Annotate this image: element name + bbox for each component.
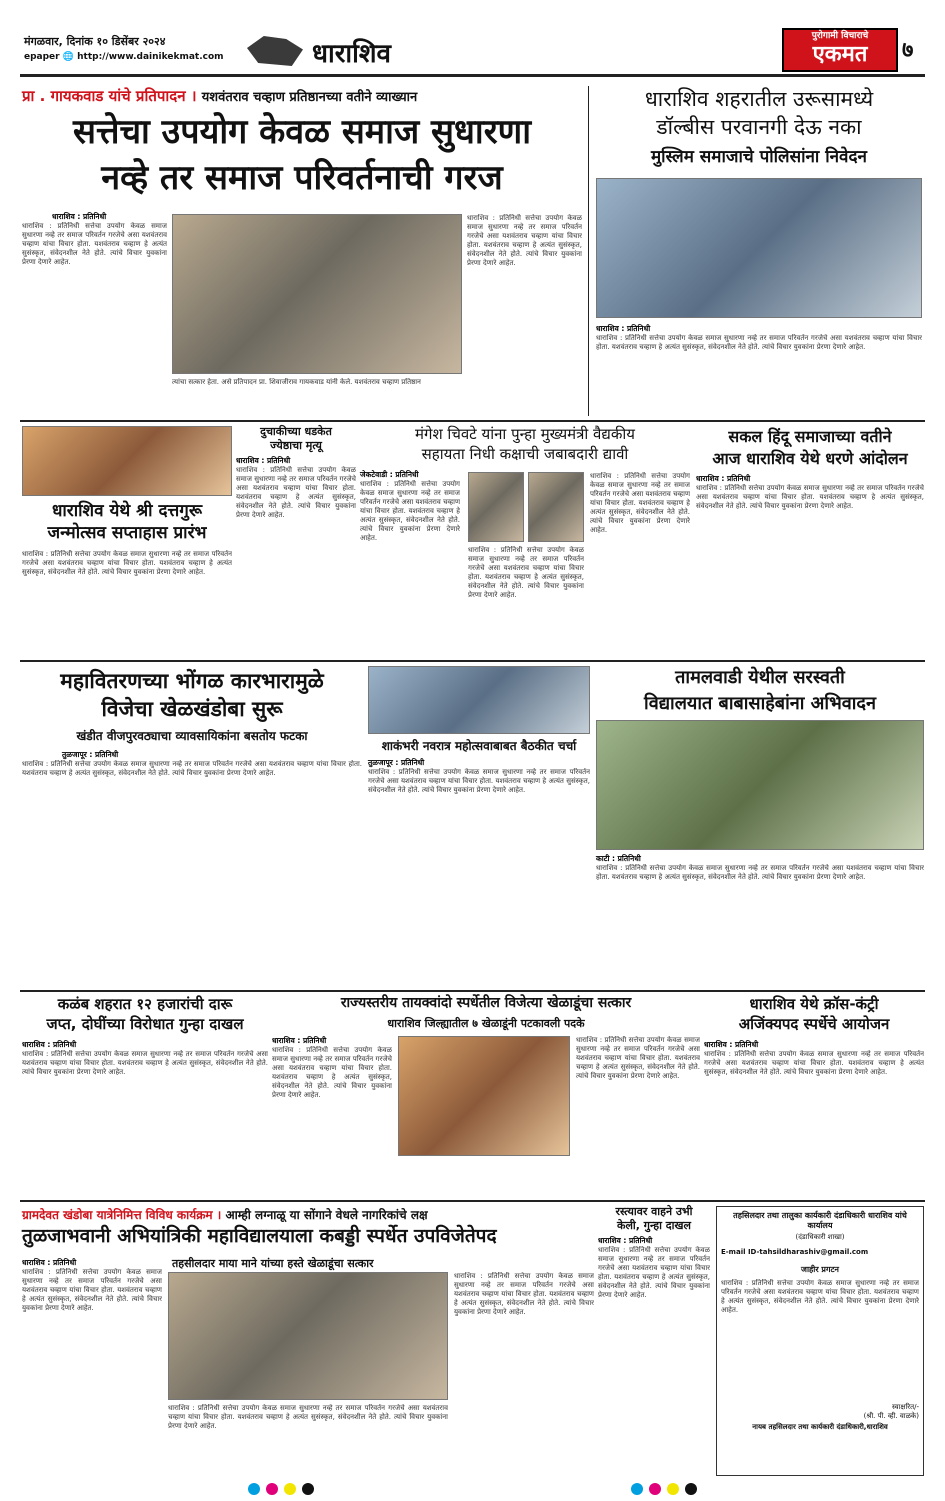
subhead: आम्ही लग्नाळू या सोंगाने वेधले नागरिकांचे लक्ष (225, 1208, 428, 1222)
notice-title: तहसिलदार तथा तालुका कार्यकारी दंडाधिकारी धाराशिव यांचे कार्यालय (733, 1211, 907, 1230)
byline: काटी : प्रतिनिधी (596, 854, 641, 863)
headline-line1: सत्तेचा उपयोग केवळ समाज सुधारणा (72, 112, 532, 152)
section-title: धाराशिव (312, 39, 391, 69)
notice-sign-2: (श्री. पी. व्ही. वाळके) (863, 1412, 919, 1420)
portrait-photo-1 (468, 472, 524, 542)
event-photo (172, 214, 462, 374)
notice-sign-3: नायब तहसिलदार तथा कार्यकारी दंडाधिकारी,धाराशिव (752, 1423, 888, 1431)
article-tamalwadi (596, 666, 924, 986)
article-cross-country (704, 996, 924, 1196)
kicker: प्रा . गायकवाड यांचे प्रतिपादन (22, 87, 186, 105)
subhead-2: तहसीलदार माया माने यांच्या हस्ते खेळाडूंचा सत्कार (172, 1257, 374, 1270)
article-text-col2: धाराशिव : प्रतिनिधी सत्तेचा उपयोग केवळ समाज सुधारणा नव्हे तर समाज परिवर्तन गरजेचे असा यशवंतराव चव्हाण यांचा विचार होता. यशवंतराव चव्हाण हे अत्यंत सुसंस्कृत, संवेदनशील नेते होते. त्यांचे विचार युवकांना प्रेरणा देणारे आहेत. (467, 214, 582, 267)
headline-line2: केली, गुन्हा दाखल (617, 1219, 691, 1232)
byline: धाराशिव : प्रतिनिधी (22, 1258, 77, 1267)
headline-line1: कळंब शहरात १२ हजारांची दारू (57, 995, 233, 1013)
article-mahavitaran (22, 666, 362, 986)
byline: तुळजापूर : प्रतिनिधी (368, 758, 425, 767)
article-text: धाराशिव : प्रतिनिधी सत्तेचा उपयोग केवळ समाज सुधारणा नव्हे तर समाज परिवर्तन गरजेचे असा यशवंतराव चव्हाण यांचा विचार होता. यशवंतराव चव्हाण हे अत्यंत सुसंस्कृत, संवेदनशील नेते होते. त्यांचे विचार युवकांना प्रेरणा देणारे आहेत. (596, 334, 922, 351)
headline-line2: जप्त, दोघींच्या विरोधात गुन्हा दाखल (46, 1015, 244, 1033)
paper-logo: पुरोगामी विचाराचे एकमत (782, 28, 898, 72)
article-text-col2: धाराशिव : प्रतिनिधी सत्तेचा उपयोग केवळ समाज सुधारणा नव्हे तर समाज परिवर्तन गरजेचे असा यशवंतराव चव्हाण यांचा विचार होता. यशवंतराव चव्हाण हे अत्यंत सुसंस्कृत, संवेदनशील नेते होते. त्यांचे विचार युवकांना प्रेरणा देणारे आहेत. (576, 1036, 700, 1080)
notice-text: धाराशिव : प्रतिनिधी सत्तेचा उपयोग केवळ समाज सुधारणा नव्हे तर समाज परिवर्तन गरजेचे असा यशवंतराव चव्हाण यांचा विचार होता. यशवंतराव चव्हाण हे अत्यंत सुसंस्कृत, संवेदनशील नेते होते. त्यांचे विचार युवकांना प्रेरणा देणारे आहेत. (721, 1279, 919, 1314)
headline-line2: डॉल्बीस परवानगी देऊ नका (656, 115, 862, 139)
notice-email: E-mail ID-tahsildharashiv@gmail.com (721, 1248, 869, 1256)
article-text: धाराशिव : प्रतिनिधी सत्तेचा उपयोग केवळ समाज सुधारणा नव्हे तर समाज परिवर्तन गरजेचे असा यशवंतराव चव्हाण यांचा विचार होता. यशवंतराव चव्हाण हे अत्यंत सुसंस्कृत, संवेदनशील नेते होते. त्यांचे विचार युवकांना प्रेरणा देणारे आहेत. (22, 760, 362, 777)
article-dharne (696, 426, 924, 656)
epaper-url[interactable]: http://www.dainikekmat.com (77, 52, 224, 62)
team-photo (168, 1272, 448, 1400)
headline-line2: ज्येष्ठाचा मृत्यू (270, 439, 322, 452)
article-text: धाराशिव : प्रतिनिधी सत्तेचा उपयोग केवळ समाज सुधारणा नव्हे तर समाज परिवर्तन गरजेचे असा यशवंतराव चव्हाण यांचा विचार होता. यशवंतराव चव्हाण हे अत्यंत सुसंस्कृत, संवेदनशील नेते होते. त्यांचे विचार युवकांना प्रेरणा देणारे आहेत. (22, 550, 232, 576)
byline: तुळजापूर : प्रतिनिधी (62, 750, 119, 759)
headline-line1: मंगेश चिवटे यांना पुन्हा मुख्यमंत्री वैद्यकीय (415, 425, 635, 443)
headline-line1: धाराशिव येथे क्रॉस-कंट्री (749, 995, 879, 1013)
portrait-photo-2 (528, 472, 584, 542)
masthead-date: मंगळवार, दिनांक १० डिसेंबर २०२४ (24, 35, 166, 48)
headline-line1: रस्त्यावर वाहने उभी (615, 1205, 693, 1218)
byline: धाराशिव : प्रतिनिधी (704, 1040, 759, 1049)
article-dattaguru (22, 426, 232, 656)
article-taekwondo (272, 996, 700, 1196)
headline-line2: अजिंक्यपद स्पर्धेचे आयोजन (738, 1015, 890, 1033)
event-photo (22, 426, 232, 496)
headline-line1: सकल हिंदू समाजाच्या वतीने (728, 427, 892, 446)
byline: धाराशिव : प्रतिनिधी (696, 474, 751, 483)
headline-line1: तामलवाडी येथील सरस्वती (675, 667, 845, 688)
article-text: धाराशिव : प्रतिनिधी सत्तेचा उपयोग केवळ समाज सुधारणा नव्हे तर समाज परिवर्तन गरजेचे असा यशवंतराव चव्हाण यांचा विचार होता. यशवंतराव चव्हाण हे अत्यंत सुसंस्कृत, संवेदनशील नेते होते. त्यांचे विचार युवकांना प्रेरणा देणारे आहेत. (598, 1246, 710, 1299)
headline-line2: आज धाराशिव येथे धरणे आंदोलन (712, 449, 908, 468)
article-accident (236, 426, 356, 656)
article-text-col3: धाराशिव : प्रतिनिधी सत्तेचा उपयोग केवळ समाज सुधारणा नव्हे तर समाज परिवर्तन गरजेचे असा यशवंतराव चव्हाण यांचा विचार होता. यशवंतराव चव्हाण हे अत्यंत सुसंस्कृत, संवेदनशील नेते होते. त्यांचे विचार युवकांना प्रेरणा देणारे आहेत. (590, 472, 690, 534)
byline: धाराशिव : प्रतिनिधी (236, 456, 291, 465)
photo-caption: त्यांचा सत्कार हेता. असे प्रतिपादन प्रा. शिवाजीराव गायकवाड यांनी केले. यशवंतराव चव्हाण प्रतिष्ठान (172, 378, 421, 386)
epaper-label: epaper 🌐 http://www.dainikekmat.com (24, 52, 224, 62)
subhead: खंडीत वीजपुरवठ्याचा व्यावसायिकांना बसतोय फटका (76, 729, 308, 743)
article-dolby (594, 86, 924, 416)
kicker: ग्रामदेवत खंडोबा यात्रेनिमित्त विविध कार्यक्रम (22, 1208, 213, 1222)
headline-line2: नव्हे तर समाज परिवर्तनाची गरज (101, 158, 503, 198)
article-text: धाराशिव : प्रतिनिधी सत्तेचा उपयोग केवळ समाज सुधारणा नव्हे तर समाज परिवर्तन गरजेचे असा यशवंतराव चव्हाण यांचा विचार होता. यशवंतराव चव्हाण हे अत्यंत सुसंस्कृत, संवेदनशील नेते होते. त्यांचे विचार युवकांना प्रेरणा देणारे आहेत. (236, 466, 356, 519)
article-text: धाराशिव : प्रतिनिधी सत्तेचा उपयोग केवळ समाज सुधारणा नव्हे तर समाज परिवर्तन गरजेचे असा यशवंतराव चव्हाण यांचा विचार होता. यशवंतराव चव्हाण हे अत्यंत सुसंस्कृत, संवेदनशील नेते होते. त्यांचे विचार युवकांना प्रेरणा देणारे आहेत. (22, 1268, 162, 1312)
subhead: यशवंतराव चव्हाण प्रतिष्ठानच्या वतीने व्याख्यान (201, 90, 418, 105)
article-text: धाराशिव : प्रतिनिधी सत्तेचा उपयोग केवळ समाज सुधारणा नव्हे तर समाज परिवर्तन गरजेचे असा यशवंतराव चव्हाण यांचा विचार होता. यशवंतराव चव्हाण हे अत्यंत सुसंस्कृत, संवेदनशील नेते होते. त्यांचे विचार युवकांना प्रेरणा देणारे आहेत. (368, 768, 590, 794)
headline-line2: सहायता निधी कक्षाची जबाबदारी द्यावी (421, 445, 629, 463)
subhead: धाराशिव जिल्ह्यातील ७ खेळाडूंनी पटकावली पदके (387, 1017, 585, 1030)
article-text: धाराशिव : प्रतिनिधी सत्तेचा उपयोग केवळ समाज सुधारणा नव्हे तर समाज परिवर्तन गरजेचे असा यशवंतराव चव्हाण यांचा विचार होता. यशवंतराव चव्हाण हे अत्यंत सुसंस्कृत, संवेदनशील नेते होते. त्यांचे विचार युवकांना प्रेरणा देणारे आहेत. (696, 484, 924, 510)
page-number: ७ (902, 38, 914, 63)
headline-line1: महावितरणच्या भोंगळ कारभारामुळे (60, 669, 324, 693)
article-shakambhari (368, 666, 590, 986)
article-samaj-parivartan: प्रा . गायकवाड यांचे प्रतिपादन । यशवंतराव चव्हाण प्रतिष्ठानच्या वतीने व्याख्यान सत्तेचा उपयोग केवळ समाज सुधारणा नव्हे तर समाज परिवर्तनाची गरज धाराशिव : प्रतिनिधी धाराशिव : प्रतिनिधी सत्तेचा उपयोग केवळ समाज सुधारणा नव्हे तर समाज परिवर्तन गरजेचे असा यशवंतराव चव्हाण यांचा विचार होता. यशवंतराव चव्हाण हे अत्यंत सुसंस्कृत, संवेदनशील नेते होते. त्यांचे विचार युवकांना प्रेरणा देणारे आहेत. त्यांचा सत्कार हेता. असे प्रतिपादन प्रा. शिवाजीराव गायकवाड यांनी केले. यशवंतराव चव्हाण प्रतिष्ठान धाराशिव : प्रतिनिधी सत्तेचा उपयोग केवळ समाज सुधारणा नव्हे तर समाज परिवर्तन गरजेचे असा यशवंतराव चव्हाण यांचा विचार होता. यशवंतराव चव्हाण हे अत्यंत सुसंस्कृत, संवेदनशील नेते होते. त्यांचे विचार युवकांना प्रेरणा देणारे आहेत. (22, 86, 582, 416)
article-text-col3: धाराशिव : प्रतिनिधी सत्तेचा उपयोग केवळ समाज सुधारणा नव्हे तर समाज परिवर्तन गरजेचे असा यशवंतराव चव्हाण यांचा विचार होता. यशवंतराव चव्हाण हे अत्यंत सुसंस्कृत, संवेदनशील नेते होते. त्यांचे विचार युवकांना प्रेरणा देणारे आहेत. (454, 1272, 594, 1316)
print-registration-marks (0, 1480, 945, 1496)
byline: धाराशिव : प्रतिनिधी (272, 1036, 327, 1045)
map-logo-icon (247, 36, 303, 66)
article-text: धाराशिव : प्रतिनिधी सत्तेचा उपयोग केवळ समाज सुधारणा नव्हे तर समाज परिवर्तन गरजेचे असा यशवंतराव चव्हाण यांचा विचार होता. यशवंतराव चव्हाण हे अत्यंत सुसंस्कृत, संवेदनशील नेते होते. त्यांचे विचार युवकांना प्रेरणा देणारे आहेत. (704, 1050, 924, 1076)
headline-line2: विजेचा खेळखंडोबा सुरू (101, 697, 283, 721)
subhead: मुस्लिम समाजाचे पोलिसांना निवेदन (651, 147, 867, 167)
article-text: धाराशिव : प्रतिनिधी सत्तेचा उपयोग केवळ समाज सुधारणा नव्हे तर समाज परिवर्तन गरजेचे असा यशवंतराव चव्हाण यांचा विचार होता. यशवंतराव चव्हाण हे अत्यंत सुसंस्कृत, संवेदनशील नेते होते. त्यांचे विचार युवकांना प्रेरणा देणारे आहेत. (22, 222, 167, 266)
article-parking (598, 1206, 710, 1476)
headline-line2: जन्मोत्सव सप्ताहास प्रारंभ (47, 523, 207, 543)
article-text: धाराशिव : प्रतिनिधी सत्तेचा उपयोग केवळ समाज सुधारणा नव्हे तर समाज परिवर्तन गरजेचे असा यशवंतराव चव्हाण यांचा विचार होता. यशवंतराव चव्हाण हे अत्यंत सुसंस्कृत, संवेदनशील नेते होते. त्यांचे विचार युवकांना प्रेरणा देणारे आहेत. (272, 1046, 392, 1099)
masthead-rule (20, 74, 925, 77)
notice-sign-1: स्वाक्षरित/- (892, 1403, 919, 1411)
globe-icon: 🌐 (62, 52, 74, 62)
notice-heading: जाहीर प्रगटन (801, 1265, 839, 1274)
article-kalamb (22, 996, 268, 1196)
article-text: धाराशिव : प्रतिनिधी सत्तेचा उपयोग केवळ समाज सुधारणा नव्हे तर समाज परिवर्तन गरजेचे असा यशवंतराव चव्हाण यांचा विचार होता. यशवंतराव चव्हाण हे अत्यंत सुसंस्कृत, संवेदनशील नेते होते. त्यांचे विचार युवकांना प्रेरणा देणारे आहेत. (596, 864, 924, 881)
players-photo (398, 1036, 570, 1156)
article-text: धाराशिव : प्रतिनिधी सत्तेचा उपयोग केवळ समाज सुधारणा नव्हे तर समाज परिवर्तन गरजेचे असा यशवंतराव चव्हाण यांचा विचार होता. यशवंतराव चव्हाण हे अत्यंत सुसंस्कृत, संवेदनशील नेते होते. त्यांचे विचार युवकांना प्रेरणा देणारे आहेत. (22, 1050, 268, 1076)
meeting-photo (368, 666, 590, 734)
headline: शाकंभरी नवरात्र महोत्सवाबाबत बैठकीत चर्चा (381, 739, 577, 753)
article-text-col2: धाराशिव : प्रतिनिधी सत्तेचा उपयोग केवळ समाज सुधारणा नव्हे तर समाज परिवर्तन गरजेचे असा यशवंतराव चव्हाण यांचा विचार होता. यशवंतराव चव्हाण हे अत्यंत सुसंस्कृत, संवेदनशील नेते होते. त्यांचे विचार युवकांना प्रेरणा देणारे आहेत. (168, 1404, 448, 1430)
article-chivate (360, 426, 690, 656)
memorandum-photo (596, 178, 922, 318)
masthead (0, 0, 945, 76)
article-kabaddi: ग्रामदेवत खंडोबा यात्रेनिमित्त विविध कार्यक्रम । आम्ही लग्नाळू या सोंगाने वेधले नागरिकांचे लक्ष तुळजाभवानी अभियांत्रिकी महाविद्यालयाला कबड्डी स्पर्धेत उपविजेतेपद तहसीलदार माया माने यांच्या हस्ते खेळाडूंचा सत्कार धाराशिव : प्रतिनिधी धाराशिव : प्रतिनिधी सत्तेचा उपयोग केवळ समाज सुधारणा नव्हे तर समाज परिवर्तन गरजेचे असा यशवंतराव चव्हाण यांचा विचार होता. यशवंतराव चव्हाण हे अत्यंत सुसंस्कृत, संवेदनशील नेते होते. त्यांचे विचार युवकांना प्रेरणा देणारे आहेत. धाराशिव : प्रतिनिधी सत्तेचा उपयोग केवळ समाज सुधारणा नव्हे तर समाज परिवर्तन गरजेचे असा यशवंतराव चव्हाण यांचा विचार होता. यशवंतराव चव्हाण हे अत्यंत सुसंस्कृत, संवेदनशील नेते होते. त्यांचे विचार युवकांना प्रेरणा देणारे आहेत. धाराशिव : प्रतिनिधी सत्तेचा उपयोग केवळ समाज सुधारणा नव्हे तर समाज परिवर्तन गरजेचे असा यशवंतराव चव्हाण यांचा विचार होता. यशवंतराव चव्हाण हे अत्यंत सुसंस्कृत, संवेदनशील नेते होते. त्यांचे विचार युवकांना प्रेरणा देणारे आहेत. (22, 1206, 594, 1476)
public-notice (716, 1206, 924, 1476)
notice-sub: (दंडाधिकारी शाखा) (795, 1233, 845, 1241)
byline: धाराशिव : प्रतिनिधी (596, 324, 651, 333)
headline: राज्यस्तरीय तायक्वांदो स्पर्धेतील विजेत्या खेळाडूंचा सत्कार (340, 995, 632, 1011)
byline: धाराशिव : प्रतिनिधी (598, 1236, 653, 1245)
article-text-col2: धाराशिव : प्रतिनिधी सत्तेचा उपयोग केवळ समाज सुधारणा नव्हे तर समाज परिवर्तन गरजेचे असा यशवंतराव चव्हाण यांचा विचार होता. यशवंतराव चव्हाण हे अत्यंत सुसंस्कृत, संवेदनशील नेते होते. त्यांचे विचार युवकांना प्रेरणा देणारे आहेत. (468, 546, 584, 599)
headline-line1: दुचाकीच्या धडकेत (260, 425, 332, 438)
headline-line2: विद्यालयात बाबासाहेबांना अभिवादन (644, 693, 876, 714)
headline-line1: धाराशिव शहरातील उरूसामध्ये (644, 87, 874, 111)
headline-line1: धाराशिव येथे श्री दत्तगुरू (51, 501, 203, 521)
article-text: धाराशिव : प्रतिनिधी सत्तेचा उपयोग केवळ समाज सुधारणा नव्हे तर समाज परिवर्तन गरजेचे असा यशवंतराव चव्हाण यांचा विचार होता. यशवंतराव चव्हाण हे अत्यंत सुसंस्कृत, संवेदनशील नेते होते. त्यांचे विचार युवकांना प्रेरणा देणारे आहेत. (360, 480, 460, 542)
byline: धाराशिव : प्रतिनिधी (52, 212, 107, 221)
headline: तुळजाभवानी अभियांत्रिकी महाविद्यालयाला कबड्डी स्पर्धेत उपविजेतेपद (22, 1225, 497, 1247)
byline: धाराशिव : प्रतिनिधी (22, 1040, 77, 1049)
byline: जेकटेवाडी : प्रतिनिधी (360, 470, 419, 479)
tribute-photo (596, 720, 924, 850)
